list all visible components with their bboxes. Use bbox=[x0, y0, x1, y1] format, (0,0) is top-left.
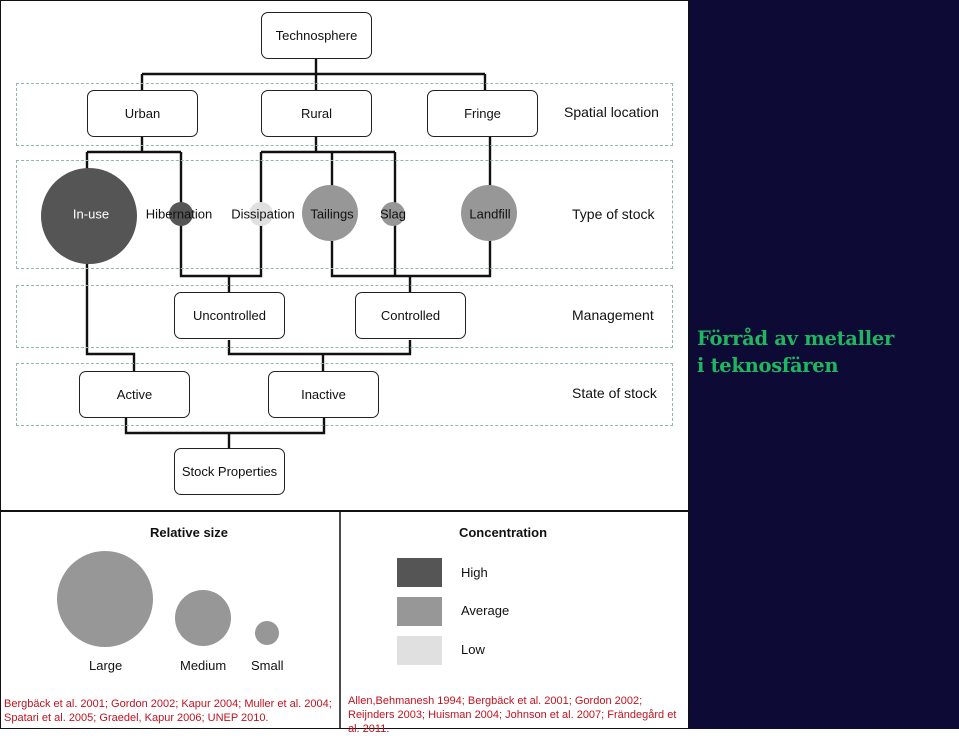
legend-size-large: Large bbox=[89, 658, 123, 673]
legend-circle-small bbox=[255, 621, 279, 645]
node-stock-properties: Stock Properties bbox=[174, 448, 285, 495]
legend-concentration-references: Allen,Behmanesh 1994; Bergbäck et al. 2001; Gordon 2002; Reijnders 2003; Huisman 2004; Johnson et al. 2007; Frändegård et al. 2011. bbox=[348, 695, 677, 735]
stock-label-dissipation: Dissipation bbox=[231, 206, 295, 222]
node-active: Active bbox=[79, 371, 190, 418]
legend-concentration-average: Average bbox=[461, 603, 510, 618]
layer-label-state-of-stock: State of stock bbox=[572, 385, 657, 401]
legend-circle-large bbox=[57, 551, 153, 647]
sidebar-title-line-1: Förråd av metaller bbox=[697, 327, 894, 350]
legend-concentration-title: Concentration bbox=[458, 525, 548, 540]
legend-size-small: Small bbox=[251, 658, 284, 673]
legend-swatch-high bbox=[397, 558, 442, 587]
node-uncontrolled: Uncontrolled bbox=[174, 292, 285, 339]
legend-concentration-low: Low bbox=[461, 642, 485, 657]
node-inactive: Inactive bbox=[268, 371, 379, 418]
node-technosphere: Technosphere bbox=[261, 12, 372, 59]
legend-swatch-low bbox=[397, 636, 442, 665]
stock-label-hibernation: Hibernation bbox=[145, 206, 213, 222]
legend-size-medium: Medium bbox=[180, 658, 227, 673]
node-rural: Rural bbox=[261, 90, 372, 137]
layer-label-type-of-stock: Type of stock bbox=[572, 206, 655, 222]
legend-size-title: Relative size bbox=[149, 525, 229, 540]
stock-label-in-use: In-use bbox=[72, 206, 110, 222]
legend-size-references: Bergbäck et al. 2001; Gordon 2002; Kapur 2004; Muller et al. 2004; Spatari et al. 2005; Graedel, Kapur 2006; UNEP 2010. bbox=[4, 698, 332, 724]
legend-circle-medium bbox=[175, 590, 231, 646]
sidebar-title-line-2: i teknosfären bbox=[697, 354, 839, 377]
layer-label-management: Management bbox=[572, 307, 654, 323]
layer-label-spatial-location: Spatial location bbox=[564, 104, 659, 120]
stock-label-tailings: Tailings bbox=[310, 206, 354, 222]
node-urban: Urban bbox=[87, 90, 198, 137]
stock-label-slag: Slag bbox=[379, 206, 407, 222]
stock-label-landfill: Landfill bbox=[469, 206, 511, 222]
legend-concentration-high: High bbox=[461, 565, 488, 580]
node-fringe: Fringe bbox=[427, 90, 538, 137]
node-controlled: Controlled bbox=[355, 292, 466, 339]
sidebar-title bbox=[697, 325, 959, 379]
legend-swatch-average bbox=[397, 597, 442, 626]
